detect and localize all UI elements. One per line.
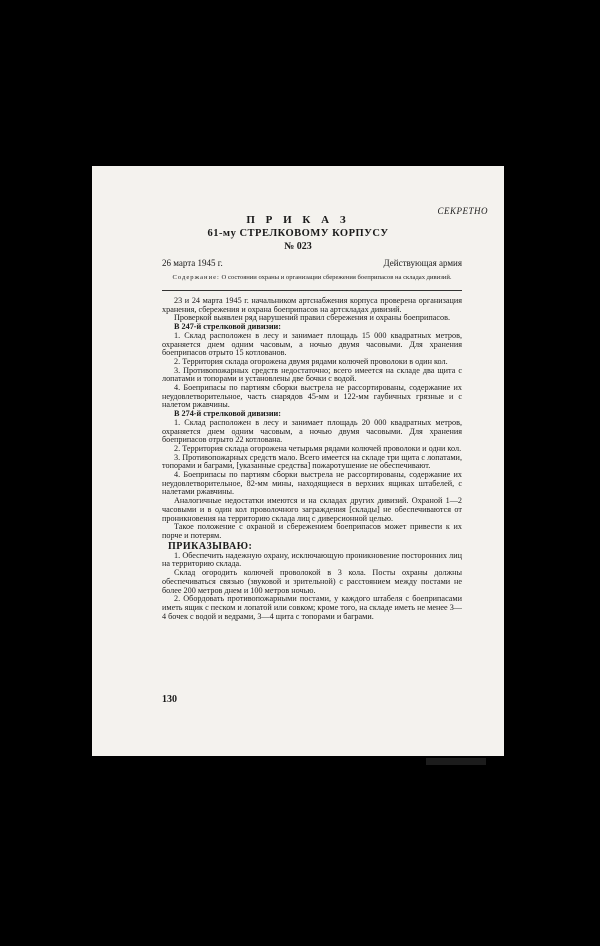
contents-text: О состоянии охраны и организации сбережения боеприпасов на складах дивизий. [221,274,452,281]
body-paragraph: 23 и 24 марта 1945 г. начальником артснабжения корпуса проверена организация хранения, сбережения и охрана боеприпасов на артскладах дивизий. [162,296,462,314]
body-paragraph: 1. Обеспечить надежную охрану, исключающую проникновение посторонних лиц на территорию склада. [162,550,462,569]
title-block [92,214,504,253]
body-paragraph: 1. Склад расположен в лесу и занимает площадь 15 000 квадратных метров, охраняется днем одним часовым, а ночью двумя часовыми. Для хранения боеприпасов отрыто 15 котлованов. [162,330,462,358]
document-title: П Р И К А З [246,214,350,226]
body-paragraph: Аналогичные недостатки имеются и на складах других дивизий. Охраной 1—2 часовыми и в один кол проволочного заграждения [склады] не обеспечиваются от проникновения на территорию склада лиц с диверсионной целью. [162,496,462,523]
body-paragraph: Склад огородить колючей проволокой в 3 кола. Посты охраны должны обеспечиваться связью (звуковой и зрительной) с расстоянием между постами не более 200 метров днем и 100 метров ночью. [162,568,462,595]
order-heading: ПРИКАЗЫВАЮ: [168,540,253,552]
divider [162,290,462,291]
dateline [162,258,462,268]
section-heading: В 274-й стрелковой дивизии: [174,409,281,419]
body-paragraph: Такое положение с охраной и сбережением боеприпасов может привести к их порче и потерям. [162,522,462,540]
body-paragraph: 2. Обордовать противопожарными постами, у каждого штабеля с боеприпасами иметь ящик с песком и лопатой или совком; кроме того, на складе иметь не менее 3—4 бочек с водой и ведрами, 3—4 щита с топорами и баграми. [162,594,462,621]
document [92,166,504,756]
document-date: 26 марта 1945 г. [162,258,223,268]
contents-label: Содержание: [172,274,220,281]
document-addressee: 61-му СТРЕЛКОВОМУ КОРПУСУ [207,228,389,239]
body-paragraph: 3. Противопожарных средств мало. Всего имеется на складе три щита с лопатами, топорами и баграми, [указанные средства] пожаротушение не обеспечивают. [162,452,462,471]
body-paragraph: 2. Территория склада огорожена четырьмя рядами колючей проволоки и одни кол. [174,443,462,453]
document-number: № 023 [284,241,312,252]
document-place: Действующая армия [383,258,462,268]
section-heading: В 247-й стрелковой дивизии: [174,322,281,332]
document-page [92,166,504,756]
contents-summary [162,274,462,282]
body-paragraph: 3. Противопожарных средств недостаточно; всего имеется на складе два щита с лопатами и топорами и установлены две бочки с водой. [162,365,462,384]
body-paragraph: 4. Боеприпасы по партиям сборки выстрела не рассортированы, содержание их неудовлетворительное, 82-мм мины, находящиеся в верхних ящиках штабелей, с налетами ржавчины. [162,470,462,497]
body-paragraph: 4. Боеприпасы по партиям сборки выстрела не рассортированы, содержание их неудовлетворительное, часть снарядов 45-мм и 122-мм гаубичных грязные и с налетом ржавчины. [162,383,462,410]
document-body [162,297,462,621]
classification-stamp: СЕКРЕТНО [437,206,488,216]
body-paragraph: 1. Склад расположен в лесу и занимает площадь 20 000 квадратных метров, охраняется днем одним часовым, а ночью двумя часовыми. Для хранения боеприпасов отрыто 22 котлована. [162,417,462,445]
body-paragraph: Проверкой выявлен ряд нарушений правил сбережения и охраны боеприпасов. [174,313,451,323]
scan-mark-bottom-right [426,758,486,765]
page-number: 130 [162,694,177,705]
body-paragraph: 2. Территория склада огорожена двумя рядами колючей проволоки в один кол. [174,356,448,366]
